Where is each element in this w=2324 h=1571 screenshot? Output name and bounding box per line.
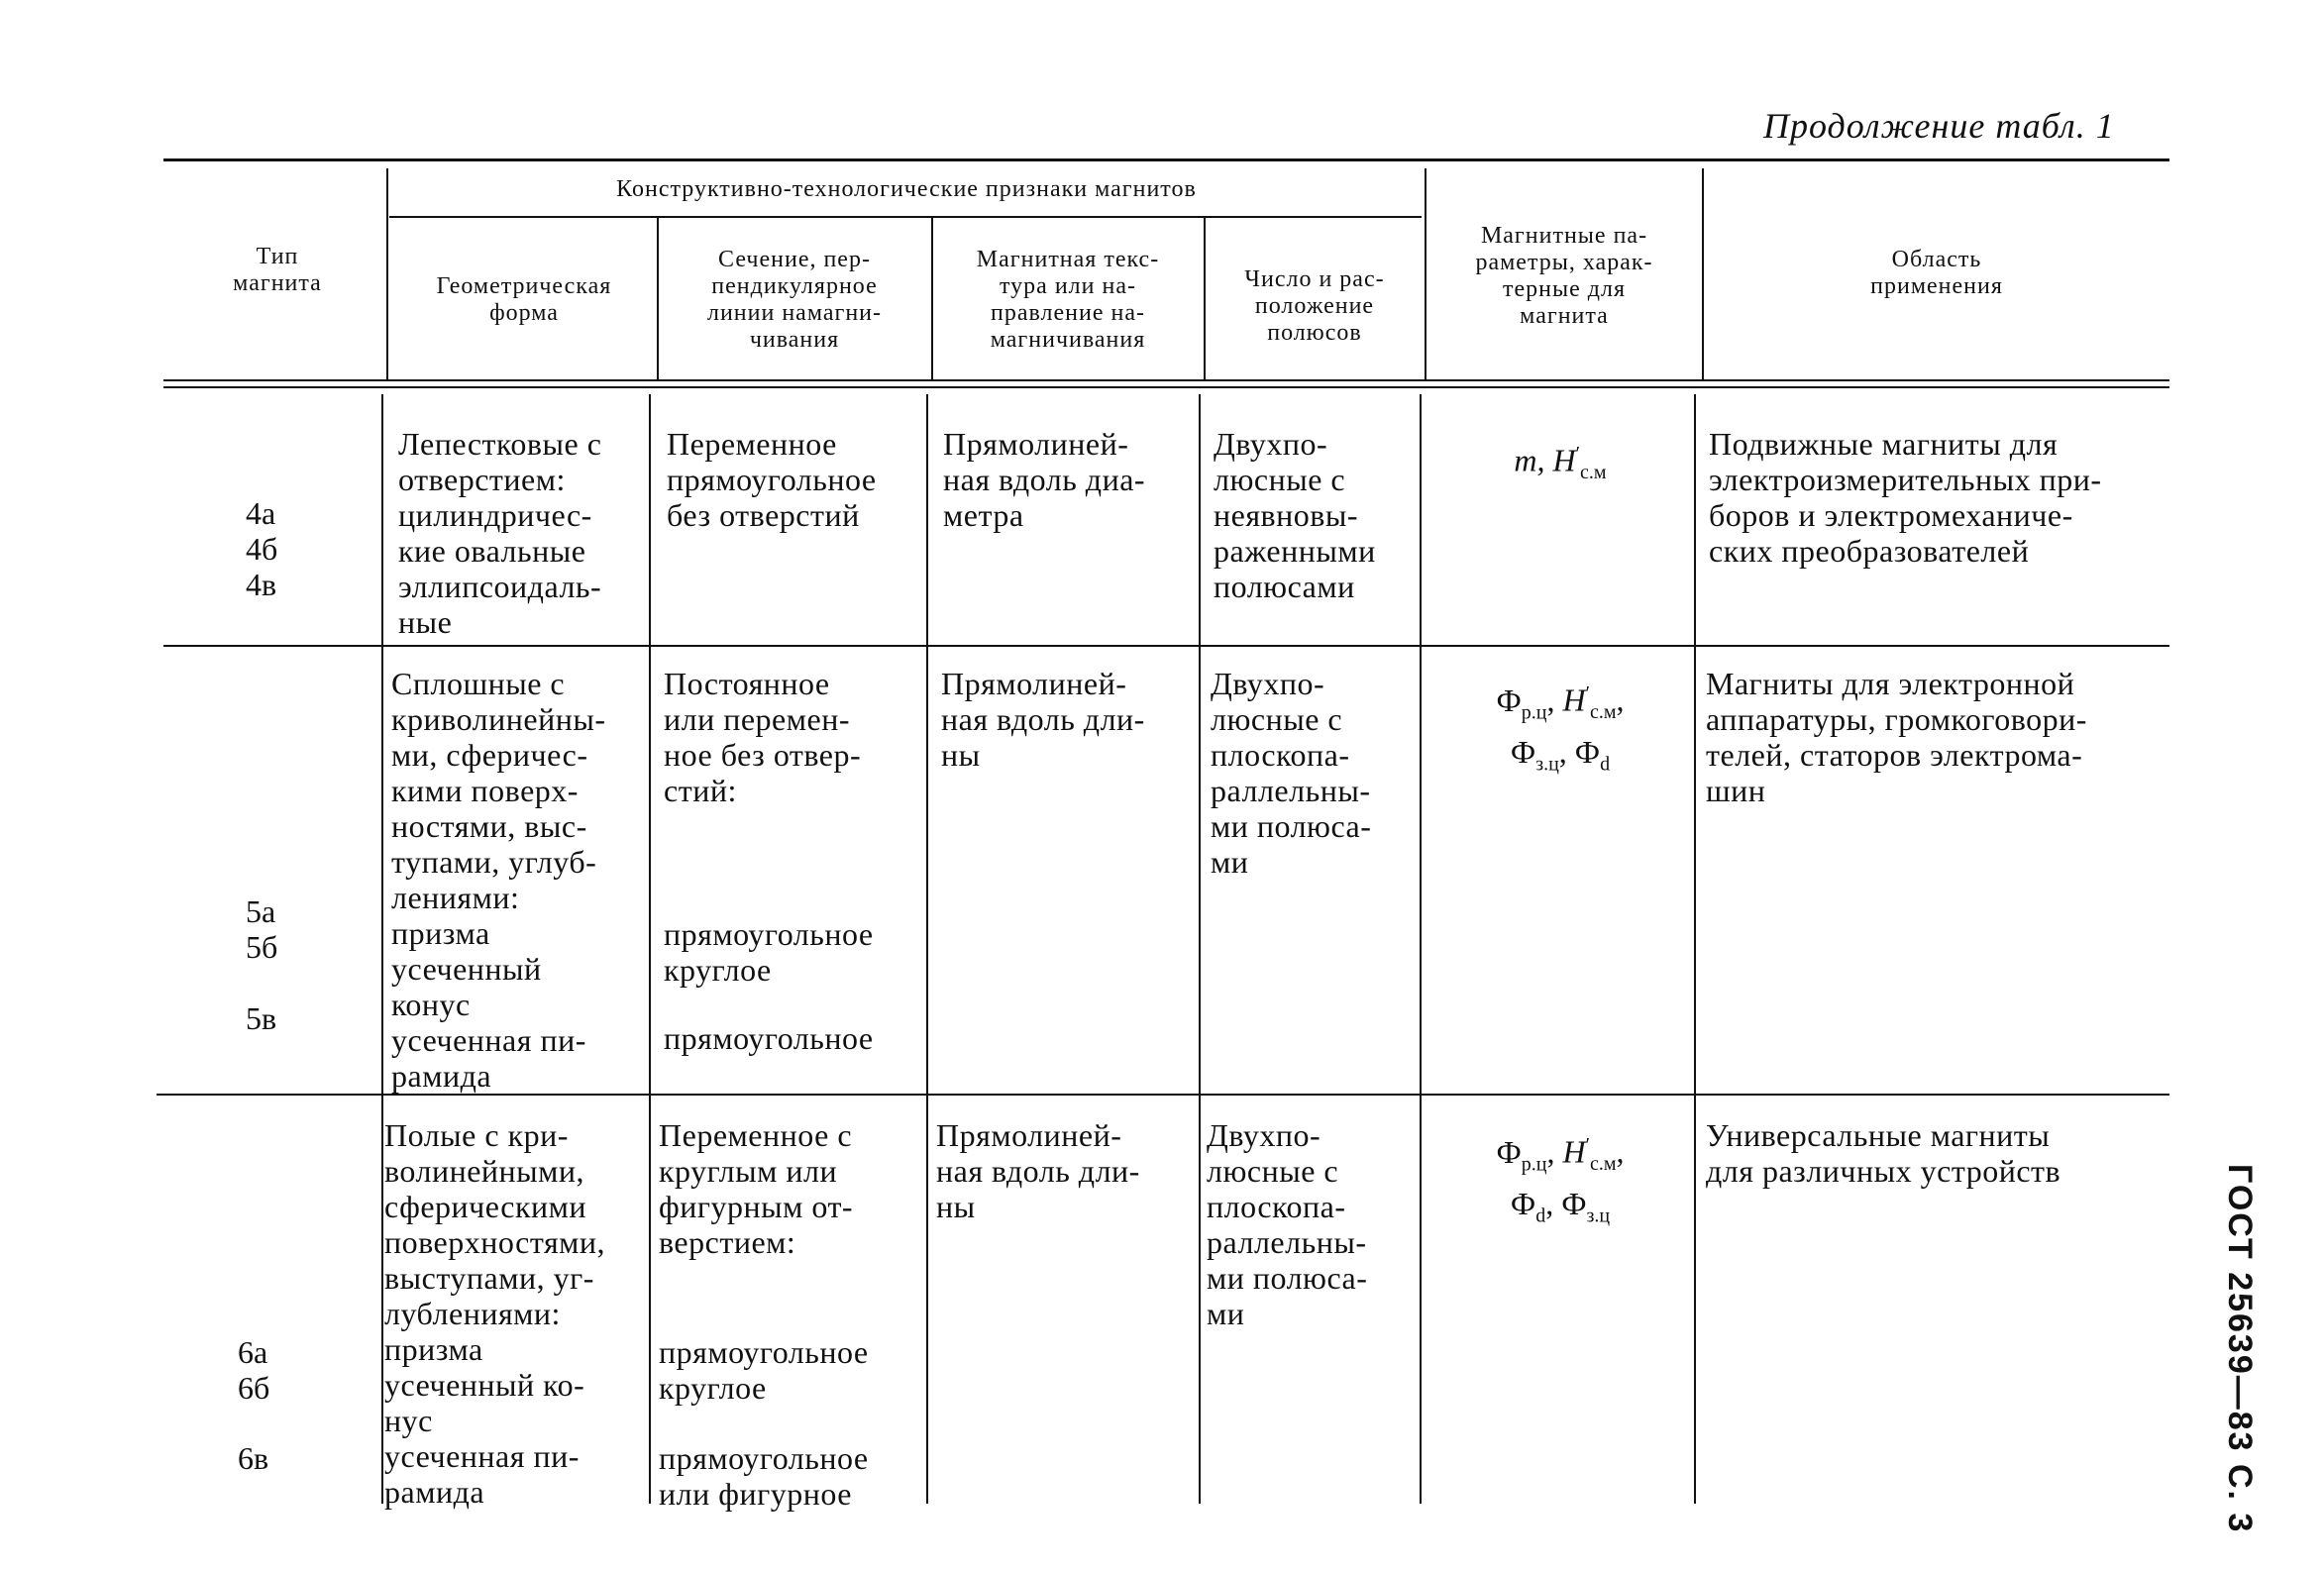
side-running-title-text: ГОСТ 25639—83 С. 3	[2221, 1164, 2259, 1534]
header-bottom-rule	[163, 379, 2169, 381]
row1-param-h: H	[1552, 442, 1576, 478]
row3-types-a: 6а 6б	[238, 1334, 270, 1406]
row2-poles: Двухпо- люсные с плоскопа- раллельны- ми полюса- ми	[1211, 666, 1372, 880]
row3-params: $Ф_{р.ц}$, $H'_{с.м}$, $Ф_d$, $Ф_{з.ц}$	[1496, 1133, 1625, 1227]
row2-section: Постоянное или перемен- ное без отвер- стий:	[664, 666, 862, 808]
row2-types-a: 5а 5б	[246, 893, 278, 965]
row2-param-h: H	[1562, 681, 1586, 718]
row3-section: Переменное с круглым или фигурным от- верстием:	[659, 1117, 854, 1260]
header-type: Тип магнита	[233, 244, 322, 296]
row3-poles: Двухпо- люсные с плоскопа- раллельны- ми полюса- ми	[1207, 1117, 1368, 1331]
row3-application: Универсальные магниты для различных устройств	[1706, 1117, 2061, 1189]
row2-section-b: прямоугольное круглое	[664, 916, 874, 988]
row3-texture: Прямолиней- ная вдоль дли- ны	[936, 1117, 1140, 1224]
row1-param-h-sub: с.м	[1580, 462, 1607, 484]
row3-param-phi-zc: $Ф_{з.ц}$	[1561, 1186, 1611, 1227]
row1-texture: Прямолиней- ная вдоль диа- метра	[943, 426, 1146, 533]
row2-geometry: Сплошные с криволинейны- ми, сферичес- кими поверх- ностями, выс- тупами, углуб- лениями: призма усеченный конус усеченная пи- рамида	[391, 666, 606, 1094]
header-application: Область применения	[1870, 247, 2003, 299]
row3-param-phi-rc: $Ф_{р.ц}$,	[1496, 1133, 1555, 1176]
row1-section: Переменное прямоугольное без отверстий	[667, 426, 877, 533]
body-vline-5	[1420, 394, 1422, 1504]
body-vline-6	[1694, 394, 1696, 1504]
body-vline-4	[1199, 394, 1201, 1504]
row2-param-phi-rc: $Ф_{р.ц}$,	[1496, 681, 1555, 724]
row2-section-c: прямоугольное	[664, 1020, 874, 1056]
header-texture: Магнитная текс- тура или на- правление на- магничивания	[976, 247, 1160, 353]
header-poles: Число и рас- положение полюсов	[1244, 266, 1385, 346]
row1-types: 4а 4б 4в	[246, 495, 278, 602]
row2-param-phi-d: $Ф_d$	[1574, 734, 1611, 776]
row1-geometry: Лепестковые с отверстием: цилиндричес- кие овальные эллипсоидаль- ные	[398, 426, 602, 640]
row2-application: Магниты для электронной аппаратуры, громкоговори- телей, статоров электрома- шин	[1706, 666, 2087, 808]
row1-param-m: m,	[1514, 442, 1545, 478]
header-vline-1	[386, 168, 388, 379]
row1-params	[1426, 434, 1694, 492]
row3-section-c: прямоугольное или фигурное	[659, 1440, 869, 1512]
header-vline-2	[657, 218, 659, 379]
body-vline-2	[649, 394, 651, 1504]
row1-application: Подвижные магниты для электроизмерительных при- боров и электромеханиче- ских преобразователей	[1709, 426, 2102, 569]
header-bottom-rule-2	[163, 386, 2169, 388]
row3-param-h-sub: с.м	[1589, 1153, 1617, 1176]
header-group: Конструктивно-технологические признаки магнитов	[616, 176, 1197, 202]
header-vline-5	[1425, 168, 1426, 379]
row3-section-b: прямоугольное круглое	[659, 1334, 869, 1406]
body-vline-3	[926, 394, 928, 1504]
header-vline-3	[931, 218, 933, 379]
row2-texture: Прямолиней- ная вдоль дли- ны	[941, 666, 1145, 773]
row3-param-h: H	[1562, 1133, 1586, 1170]
row3-geometry: Полые с кри- волинейными, сферическими поверхностями, выступами, уг- лублениями: призма усеченный ко- нус усеченная пи- рамида	[384, 1117, 606, 1510]
row3-types-b: 6в	[238, 1440, 269, 1476]
row1-poles: Двухпо- люсные с неявновы- раженными полюсами	[1214, 426, 1376, 604]
row-divider-1	[163, 645, 2169, 647]
row1-param-h-prime: ′	[1575, 443, 1581, 465]
header-group-rule	[389, 216, 1422, 218]
header-geometry: Геометрическая форма	[436, 273, 612, 326]
row2-types-b: 5в	[246, 1000, 277, 1036]
body-vline-1	[381, 394, 383, 1504]
header-params: Магнитные па- раметры, харак- терные для магнита	[1475, 223, 1653, 329]
row2-param-h-prime: ′	[1585, 682, 1590, 704]
header-section: Сечение, пер- пендикулярное линии намагни- чивания	[706, 247, 883, 353]
row3-param-phi-d: $Ф_d$,	[1510, 1186, 1554, 1227]
side-running-title	[2221, 1164, 2261, 1560]
header-vline-4	[1204, 218, 1206, 379]
row3-param-h-prime: ′	[1585, 1134, 1590, 1156]
row2-param-h-sub: с.м	[1589, 701, 1617, 724]
row-divider-2	[157, 1094, 2169, 1096]
row2-param-phi-zc: $Ф_{з.ц}$,	[1510, 734, 1567, 776]
table-top-rule	[163, 158, 2169, 161]
row2-params: $Ф_{р.ц}$, $H'_{с.м}$, $Ф_{з.ц}$, $Ф_d$	[1496, 681, 1625, 776]
header-vline-6	[1702, 168, 1704, 379]
continuation-caption: Продолжение табл. 1	[1763, 106, 2115, 146]
